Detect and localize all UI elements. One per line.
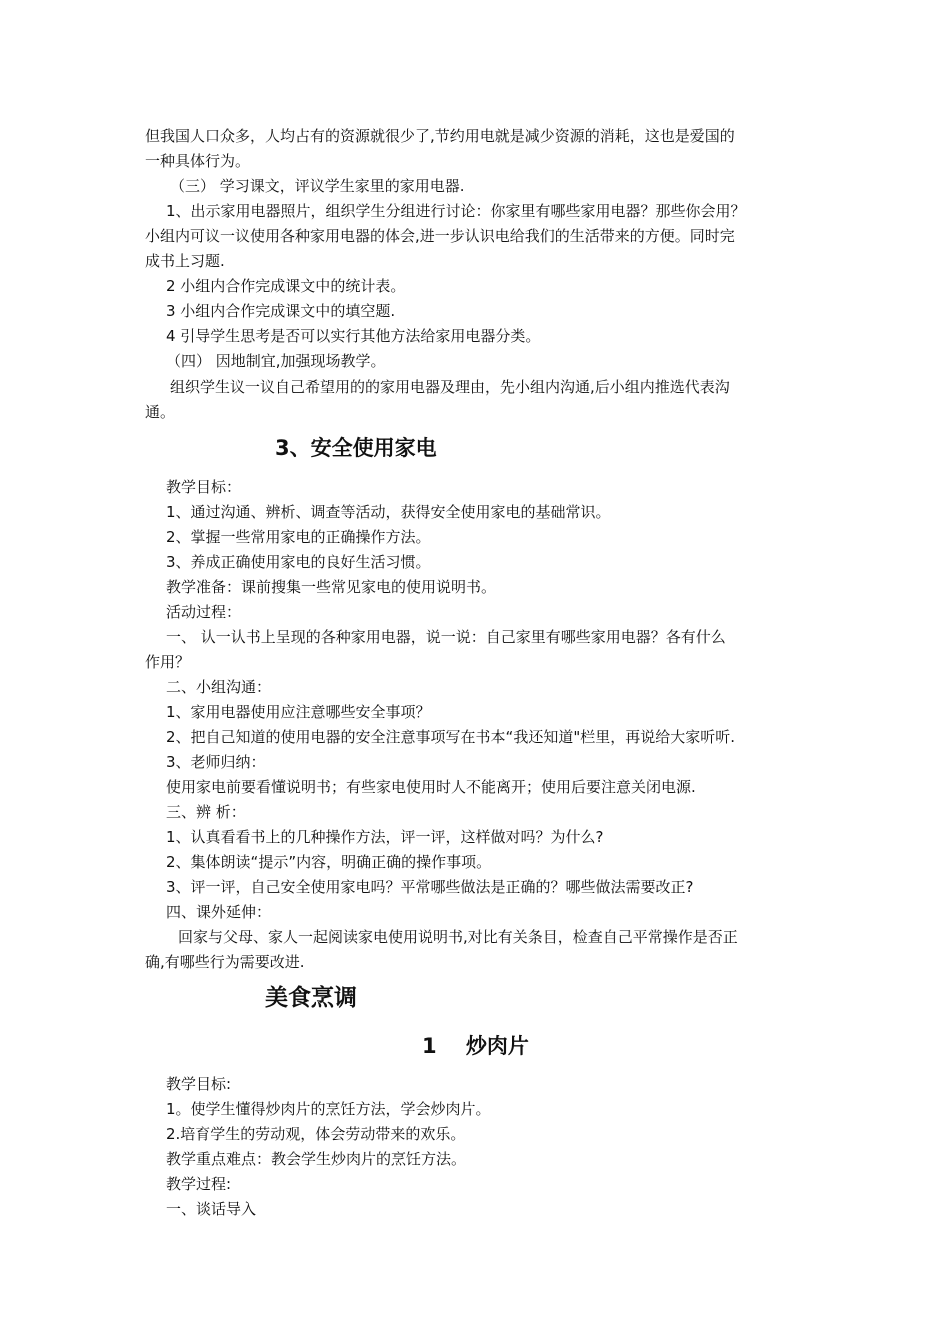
paragraph-line: 教学过程: (166, 1175, 232, 1193)
paragraph-line: 二、小组沟通： (166, 678, 272, 696)
paragraph-line: 教学目标: (166, 1075, 232, 1093)
paragraph-line: 一、谈话导入 (166, 1200, 257, 1218)
paragraph-line: 教学重点难点：教会学生炒肉片的烹饪方法。 (166, 1150, 467, 1168)
paragraph-line: 1、通过沟通、辨析、调查等活动，获得安全使用家电的基础常识。 (166, 503, 611, 521)
paragraph-line: 四、课外延伸： (166, 903, 272, 921)
paragraph-line: 回家与父母、家人一起阅读家电使用说明书,对比有关条目，检查自己平常操作是否正 (178, 928, 738, 946)
paragraph-line: 2 小组内合作完成课文中的统计表。 (166, 277, 406, 295)
paragraph-line: 通。 (145, 403, 176, 421)
paragraph-line: 2、集体朗读“提示”内容，明确正确的操作事项。 (166, 853, 492, 871)
paragraph-line: 小组内可议一议使用各种家用电器的体会,进一步认识电给我们的生活带来的方便。同时完 (145, 227, 735, 245)
paragraph-line: 一、 认一认书上呈现的各种家用电器，说一说：自己家里有哪些家用电器？各有什么 (166, 628, 726, 646)
paragraph-line: 但我国人口众多，人均占有的资源就很少了,节约用电就是减少资源的消耗，这也是爱国的 (145, 127, 735, 145)
lesson-title: 3、安全使用家电 (275, 436, 437, 460)
paragraph-line: 3、养成正确使用家电的良好生活习惯。 (166, 553, 431, 571)
paragraph-line: 1、出示家用电器照片，组织学生分组进行讨论：你家里有哪些家用电器？那些你会用？ (166, 202, 746, 220)
paragraph-line: 组织学生议一议自己希望用的的家用电器及理由，先小组内沟通,后小组内推选代表沟 (170, 378, 730, 396)
paragraph-line: 1、家用电器使用应注意哪些安全事项？ (166, 703, 431, 721)
paragraph-line: 活动过程： (166, 603, 242, 621)
paragraph-line: 2、把自己知道的使用电器的安全注意事项写在书本“我还知道"栏里，再说给大家听听. (166, 728, 735, 746)
paragraph-line: 3、老师归纳： (166, 753, 266, 771)
paragraph-line: （三） 学习课文，评议学生家里的家用电器. (170, 177, 465, 195)
paragraph-line: 成书上习题. (145, 252, 225, 270)
paragraph-line: 三、辨 析： (166, 803, 246, 821)
paragraph-line: 3、评一评，自己安全使用家电吗？平常哪些做法是正确的？哪些做法需要改正? (166, 878, 694, 896)
paragraph-line: 3 小组内合作完成课文中的填空题. (166, 302, 396, 320)
paragraph-line: 教学准备：课前搜集一些常见家电的使用说明书。 (166, 578, 497, 596)
paragraph-line: 确,有哪些行为需要改进. (145, 953, 305, 971)
paragraph-line: （四） 因地制宜,加强现场教学。 (166, 352, 386, 370)
paragraph-line: 2.培育学生的劳动观，体会劳动带来的欢乐。 (166, 1125, 466, 1143)
paragraph-line: 4 引导学生思考是否可以实行其他方法给家用电器分类。 (166, 327, 541, 345)
paragraph-line: 一种具体行为。 (145, 152, 251, 170)
paragraph-line: 教学目标： (166, 478, 242, 496)
paragraph-line: 使用家电前要看懂说明书；有些家电使用时人不能离开；使用后要注意关闭电源. (166, 778, 696, 796)
lesson-title: 1 炒肉片 (422, 1034, 529, 1058)
paragraph-line: 1。使学生懂得炒肉片的烹饪方法，学会炒肉片。 (166, 1100, 491, 1118)
paragraph-line: 作用？ (145, 653, 191, 671)
paragraph-line: 2、掌握一些常用家电的正确操作方法。 (166, 528, 431, 546)
paragraph-line: 1、认真看看书上的几种操作方法，评一评，这样做对吗？为什么? (166, 828, 604, 846)
unit-title: 美食烹调 (265, 985, 357, 1011)
